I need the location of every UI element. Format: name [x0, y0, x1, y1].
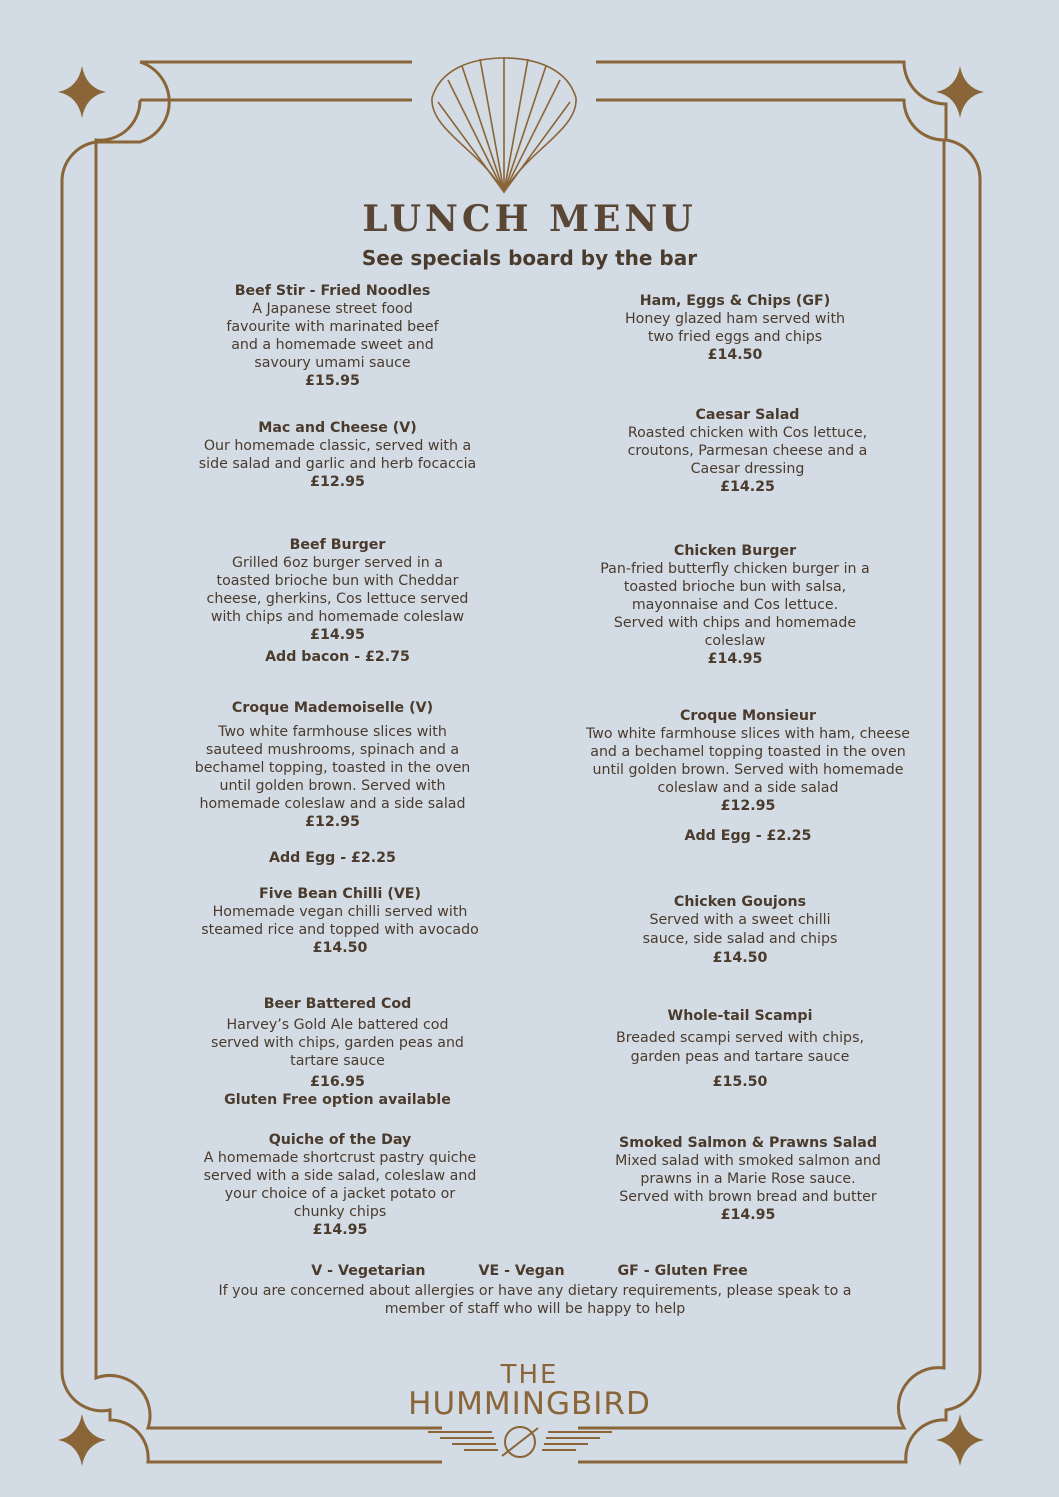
menu-item-price: £12.95	[305, 814, 360, 830]
page-title: LUNCH MENU	[362, 198, 697, 240]
allergy-note: If you are concerned about allergies or have any dietary requirements, please speak to a member of staff who will be happy to help	[218, 1283, 852, 1317]
menu-item-name: Smoked Salmon & Prawns Salad	[618, 1135, 877, 1151]
star-sparkle-icon	[58, 66, 106, 118]
menu-item-name: Ham, Eggs & Chips (GF)	[639, 293, 831, 309]
menu-item-description: A Japanese street food favourite with marinated beef and a homemade sweet and savoury umami sauce	[226, 301, 439, 371]
legend-vegan: VE - Vegan	[478, 1263, 565, 1279]
menu-item	[190, 885, 490, 957]
menu-item-price: £12.95	[720, 798, 776, 814]
menu-item-extra: Add Egg - £2.25	[269, 850, 396, 866]
menu-item	[190, 1131, 490, 1239]
hummingbird-wing-logo	[428, 1427, 612, 1457]
menu-item-extra: Gluten Free option available	[224, 1092, 451, 1108]
menu-item-name: Beef Stir - Fried Noodles	[234, 283, 431, 299]
menu-item-name: Chicken Goujons	[673, 894, 807, 910]
menu-item	[180, 699, 485, 867]
menu-item-name: Croque Mademoiselle (V)	[231, 700, 434, 716]
menu-item-name: Quiche of the Day	[268, 1132, 412, 1148]
menu-item-price: £14.95	[312, 1222, 368, 1238]
menu-item-description: Two white farmhouse slices with ham, cheese and a bechamel topping toasted in the oven until golden brown. Served with homemade coleslaw and a side salad	[585, 726, 911, 796]
menu-item-extra: Add bacon - £2.75	[265, 649, 410, 665]
legend-gluten-free: GF - Gluten Free	[617, 1263, 748, 1279]
menu-item-name: Whole-tail Scampi	[667, 1008, 813, 1024]
menu-item	[585, 542, 885, 668]
logo-line-hummingbird: HUMMINGBIRD	[408, 1386, 651, 1422]
menu-item	[598, 1134, 898, 1224]
legend-vegetarian: V - Vegetarian	[311, 1263, 426, 1279]
menu-item	[600, 406, 895, 496]
menu-item-description: Harvey’s Gold Ale battered cod served with chips, garden peas and tartare sauce	[211, 1017, 464, 1069]
star-sparkle-icon	[936, 66, 984, 118]
menu-item-description: Served with a sweet chilli sauce, side salad and chips	[642, 912, 838, 947]
menu-item-price: £12.95	[310, 474, 365, 490]
menu-item-description: A homemade shortcrust pastry quiche served with a side salad, coleslaw and your choice of a jacket potato or chunky chips	[203, 1150, 477, 1220]
menu-item-name: Beef Burger	[289, 537, 386, 553]
dietary-legend	[0, 1263, 1059, 1279]
menu-item	[600, 1007, 880, 1091]
menu-item-extra: Add Egg - £2.25	[684, 828, 812, 844]
menu-item-description: Homemade vegan chilli served with steamed rice and topped with avocado	[201, 904, 479, 938]
logo-line-the: THE	[500, 1360, 559, 1390]
menu-item	[190, 282, 475, 390]
menu-item	[190, 536, 485, 666]
menu-item-name: Five Bean Chilli (VE)	[259, 886, 421, 902]
menu-item-description: Honey glazed ham served with two fried eggs and chips	[624, 311, 846, 345]
menu-item-price: £15.50	[712, 1074, 768, 1090]
menu-item-description: Two white farmhouse slices with sauteed mushrooms, spinach and a bechamel topping, toasted in the oven until golden brown. Served with homemade coleslaw and a side salad	[194, 724, 471, 812]
menu-item-name: Chicken Burger	[673, 543, 797, 559]
menu-item-description: Breaded scampi served with chips, garden peas and tartare sauce	[616, 1030, 864, 1065]
menu-item-price: £14.50	[707, 347, 763, 363]
menu-item-description: Our homemade classic, served with a side salad and garlic and herb focaccia	[198, 438, 477, 472]
menu-item	[590, 292, 880, 364]
menu-item-price: £14.95	[720, 1207, 776, 1223]
page-subtitle: See specials board by the bar	[361, 246, 698, 270]
menu-item-price: £14.95	[707, 651, 763, 667]
menu-item	[578, 707, 918, 845]
shell-fan-ornament	[432, 57, 576, 192]
menu-item-description: Pan-fried butterfly chicken burger in a toasted brioche bun with salsa, mayonnaise and Cos lettuce. Served with chips and homemade coleslaw	[600, 561, 870, 649]
menu-item	[180, 419, 495, 491]
menu-item-price: £14.50	[712, 950, 768, 966]
menu-item-price: £14.25	[720, 479, 775, 495]
menu-item-name: Caesar Salad	[695, 407, 800, 423]
menu-item-price: £16.95	[310, 1074, 365, 1090]
menu-item-description: Grilled 6oz burger served in a toasted brioche bun with Cheddar cheese, gherkins, Cos lettuce served with chips and homemade coleslaw	[206, 555, 469, 625]
menu-item-price: £14.95	[310, 627, 365, 643]
menu-item-name: Croque Monsieur	[680, 708, 816, 724]
menu-item-description: Roasted chicken with Cos lettuce, croutons, Parmesan cheese and a Caesar dressing	[627, 425, 868, 477]
menu-item-name: Beer Battered Cod	[263, 996, 412, 1012]
menu-item	[190, 995, 485, 1109]
menu-item	[600, 893, 880, 967]
menu-item-name: Mac and Cheese (V)	[258, 420, 417, 436]
menu-item-price: £15.95	[305, 373, 360, 389]
menu-item-description: Mixed salad with smoked salmon and prawns in a Marie Rose sauce. Served with brown bread and butter	[615, 1153, 881, 1205]
menu-item-price: £14.50	[312, 940, 368, 956]
